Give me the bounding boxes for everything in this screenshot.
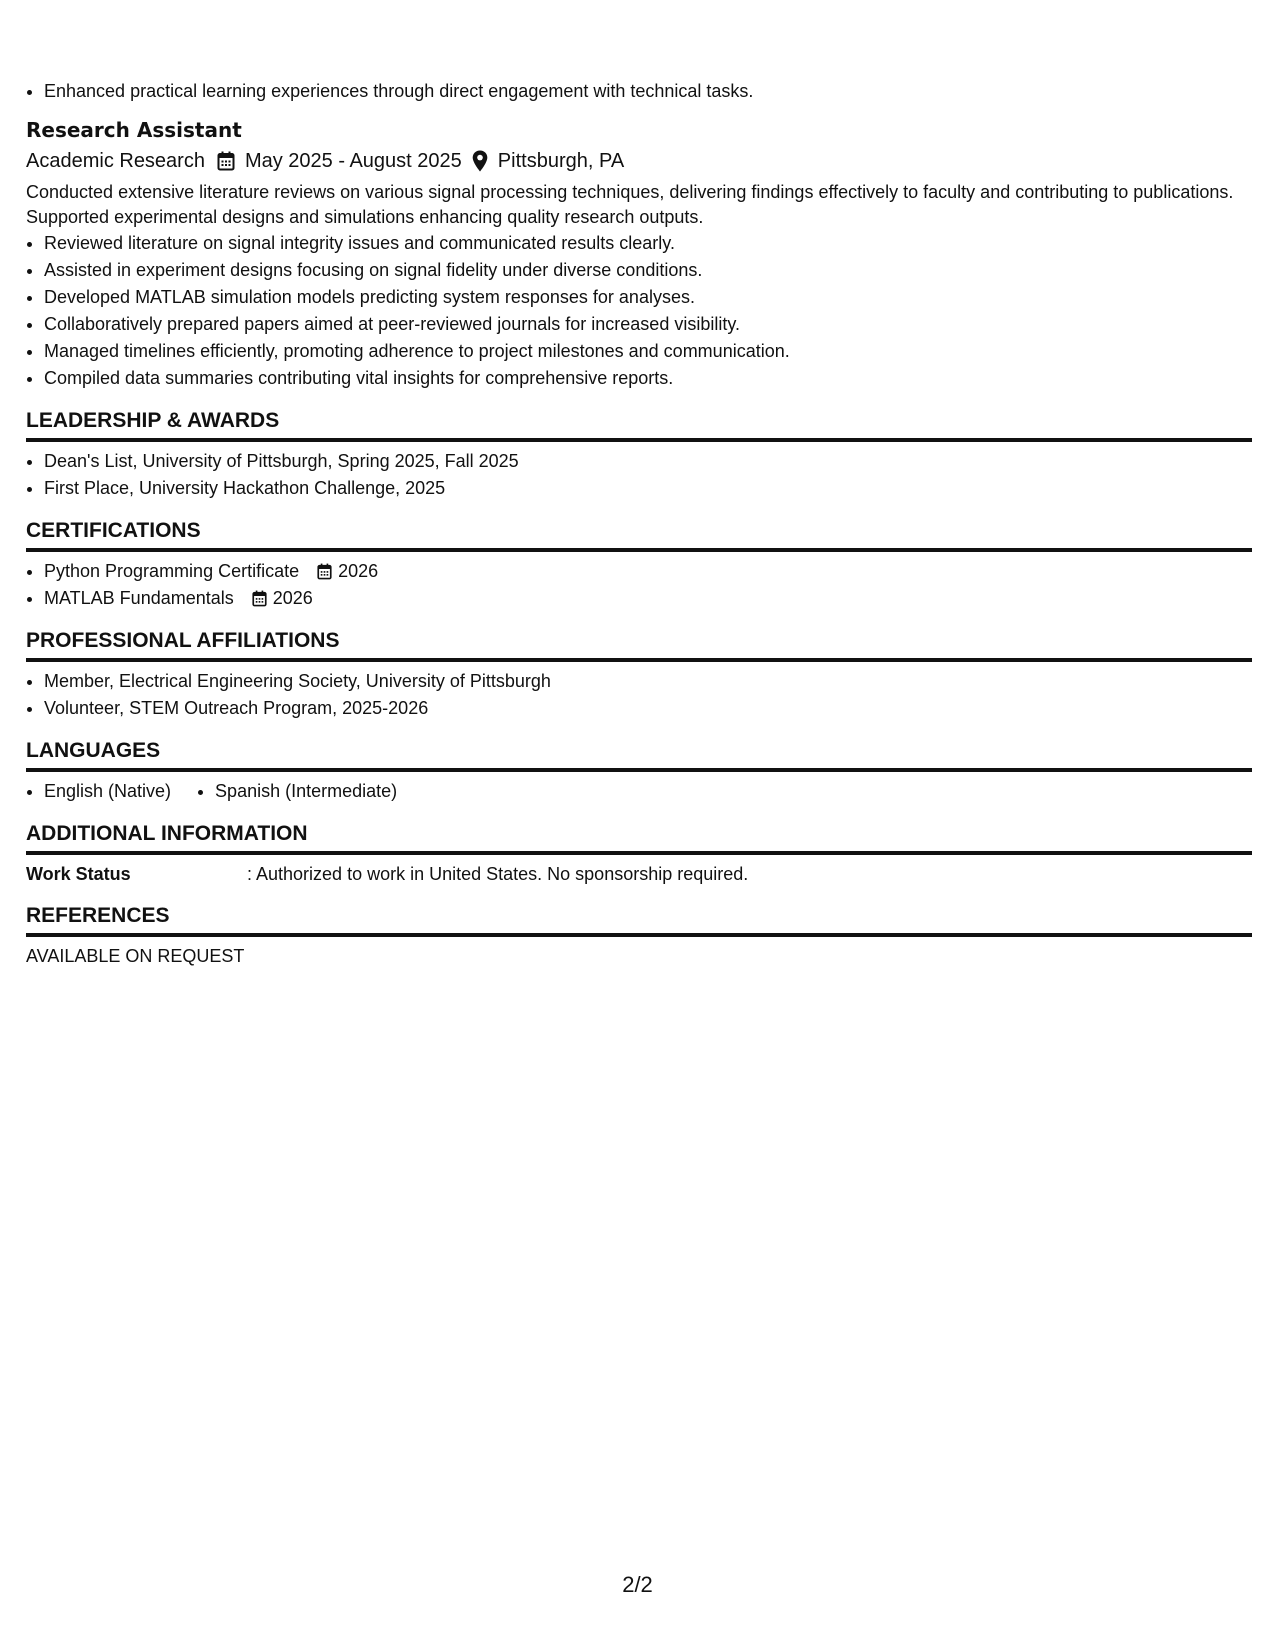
work-status-label: Work Status — [26, 864, 131, 884]
work-status-row — [26, 861, 1252, 887]
job-dates: May 2025 - August 2025 — [244, 150, 462, 172]
page-number: 2/2 — [622, 1572, 653, 1597]
list-item — [44, 585, 1252, 612]
map-pin-icon — [472, 150, 488, 172]
calendar-icon — [217, 151, 235, 171]
list-item: • Collaboratively prepared papers aimed at peer-reviewed journals for increased visibility. — [44, 311, 1252, 338]
affiliations-list — [26, 668, 1252, 722]
resume-page-2 — [26, 78, 1252, 969]
calendar-icon — [252, 590, 267, 607]
list-item: • Developed MATLAB simulation models predicting system responses for analyses. — [44, 284, 1252, 311]
list-item: • Compiled data summaries contributing vital insights for comprehensive reports. — [44, 365, 1252, 392]
list-item: • First Place, University Hackathon Challenge, 2025 — [44, 475, 1252, 502]
list-item: • Managed timelines efficiently, promoting adherence to project milestones and communication. — [44, 338, 1252, 365]
job-title: Research Assistant — [26, 118, 242, 142]
calendar-icon — [317, 563, 332, 580]
list-item: • Member, Electrical Engineering Society, University of Pittsburgh — [44, 668, 1252, 695]
job-description: Conducted extensive literature reviews on various signal processing techniques, delivering findings effectively to faculty and contributing to publications. Supported experimental designs and simulations enhancing quality research outputs. — [26, 182, 1234, 227]
list-item: • Enhanced practical learning experiences through direct engagement with technical tasks. — [44, 78, 1252, 105]
work-status-value: : Authorized to work in United States. No sponsorship required. — [247, 864, 749, 884]
certification-name: • Python Programming Certificate — [44, 561, 300, 581]
section-heading-references: REFERENCES — [26, 901, 1252, 937]
certifications-list — [26, 558, 1252, 612]
section-heading-affiliations: PROFESSIONAL AFFILIATIONS — [26, 626, 1252, 662]
certification-year: 2026 — [338, 561, 379, 581]
list-item: • Volunteer, STEM Outreach Program, 2025-2026 — [44, 695, 1252, 722]
references-text: AVAILABLE ON REQUEST — [26, 946, 245, 966]
list-item — [44, 558, 1252, 585]
job-organization: Academic Research — [26, 150, 205, 172]
list-item: • Assisted in experiment designs focusing on signal fidelity under diverse conditions. — [44, 257, 1252, 284]
certification-name: • MATLAB Fundamentals — [44, 588, 234, 608]
list-item: • Reviewed literature on signal integrity issues and communicated results clearly. — [44, 230, 1252, 257]
section-heading-leadership: LEADERSHIP & AWARDS — [26, 406, 1252, 442]
leadership-list — [26, 448, 1252, 502]
certification-year: 2026 — [272, 588, 313, 608]
job-meta — [26, 145, 1252, 177]
intro-bullet-list — [26, 78, 1252, 105]
list-item: • English (Native) — [44, 778, 171, 805]
job-location: Pittsburgh, PA — [497, 150, 625, 172]
list-item: • Dean's List, University of Pittsburgh, Spring 2025, Fall 2025 — [44, 448, 1252, 475]
languages-list — [26, 778, 1252, 805]
list-item: • Spanish (Intermediate) — [215, 778, 397, 805]
section-heading-additional-information: ADDITIONAL INFORMATION — [26, 819, 1252, 855]
section-heading-certifications: CERTIFICATIONS — [26, 516, 1252, 552]
section-heading-languages: LANGUAGES — [26, 736, 1252, 772]
job-bullet-list — [26, 230, 1252, 392]
